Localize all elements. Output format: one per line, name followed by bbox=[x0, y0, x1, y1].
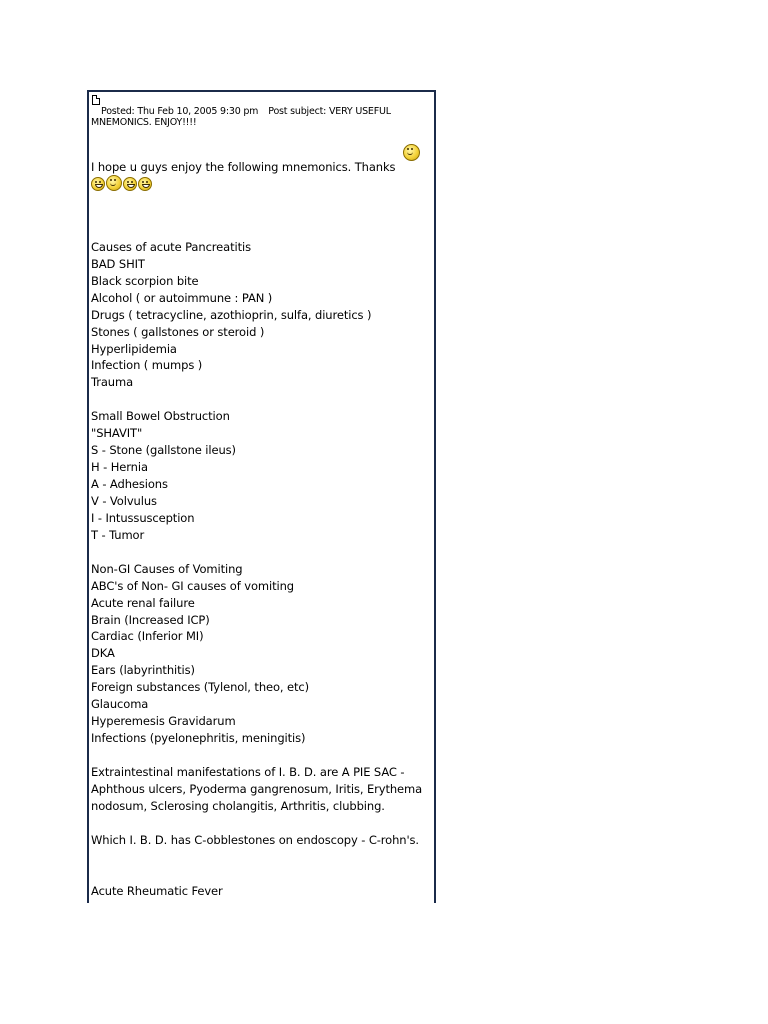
mnemonic-line: T - Tumor bbox=[91, 528, 145, 542]
mnemonic-line: Hyperemesis Gravidarum bbox=[91, 714, 236, 728]
mnemonic-line: Non-GI Causes of Vomiting bbox=[91, 562, 243, 576]
smiley-row bbox=[91, 177, 152, 191]
grin-icon bbox=[138, 177, 152, 191]
mnemonic-line: Small Bowel Obstruction bbox=[91, 409, 230, 423]
mnemonic-line: V - Volvulus bbox=[91, 494, 157, 508]
mnemonic-line: BAD SHIT bbox=[91, 257, 145, 271]
mnemonic-line: Extraintestinal manifestations of I. B. D. are A PIE SAC - bbox=[91, 765, 405, 779]
mnemonic-line: Infections (pyelonephritis, meningitis) bbox=[91, 731, 306, 745]
post-subject-prefix: Post subject: VERY USEFUL bbox=[268, 106, 391, 117]
mnemonic-line: Aphthous ulcers, Pyoderma gangrenosum, Iritis, Erythema bbox=[91, 782, 423, 796]
mnemonic-line: Foreign substances (Tylenol, theo, etc) bbox=[91, 680, 310, 694]
intro-text: I hope u guys enjoy the following mnemonics. Thanks bbox=[91, 160, 396, 174]
forum-post bbox=[87, 90, 436, 903]
smiley-icon bbox=[106, 175, 122, 191]
smiley-icon bbox=[403, 144, 420, 161]
mnemonic-line: I - Intussusception bbox=[91, 511, 195, 525]
document-icon bbox=[92, 95, 100, 105]
mnemonic-line: ABC's of Non- GI causes of vomiting bbox=[91, 579, 294, 593]
post-date: Posted: Thu Feb 10, 2005 9:30 pm bbox=[101, 106, 259, 117]
mnemonic-line: Brain (Increased ICP) bbox=[91, 613, 210, 627]
grin-icon bbox=[91, 177, 105, 191]
mnemonic-line: H - Hernia bbox=[91, 460, 148, 474]
mnemonic-line: Drugs ( tetracycline, azothioprin, sulfa, diuretics ) bbox=[91, 308, 372, 322]
mnemonic-line: Stones ( gallstones or steroid ) bbox=[91, 325, 265, 339]
mnemonic-line: "SHAVIT" bbox=[91, 426, 143, 440]
post-header bbox=[91, 107, 429, 128]
mnemonic-line: Glaucoma bbox=[91, 697, 149, 711]
post-subject: MNEMONICS. ENJOY!!!! bbox=[91, 116, 197, 128]
mnemonic-line: S - Stone (gallstone ileus) bbox=[91, 443, 236, 457]
mnemonic-line: Ears (labyrinthitis) bbox=[91, 663, 195, 677]
mnemonic-line: Which I. B. D. has C-obblestones on endoscopy - C-rohn's. bbox=[91, 833, 419, 847]
mnemonic-line: DKA bbox=[91, 646, 115, 660]
grin-icon bbox=[123, 177, 137, 191]
mnemonic-line: Alcohol ( or autoimmune : PAN ) bbox=[91, 291, 273, 305]
mnemonic-line: Infection ( mumps ) bbox=[91, 358, 203, 372]
mnemonic-line: Causes of acute Pancreatitis bbox=[91, 240, 251, 254]
mnemonic-line: Trauma bbox=[91, 375, 134, 389]
mnemonic-line: Acute Rheumatic Fever bbox=[91, 884, 223, 898]
mnemonic-line: Acute renal failure bbox=[91, 596, 195, 610]
mnemonic-line: Black scorpion bite bbox=[91, 274, 199, 288]
mnemonic-line: Cardiac (Inferior MI) bbox=[91, 629, 204, 643]
mnemonic-line: nodosum, Sclerosing cholangitis, Arthritis, clubbing. bbox=[91, 799, 385, 813]
mnemonic-line: Hyperlipidemia bbox=[91, 342, 177, 356]
mnemonic-line: A - Adhesions bbox=[91, 477, 168, 491]
